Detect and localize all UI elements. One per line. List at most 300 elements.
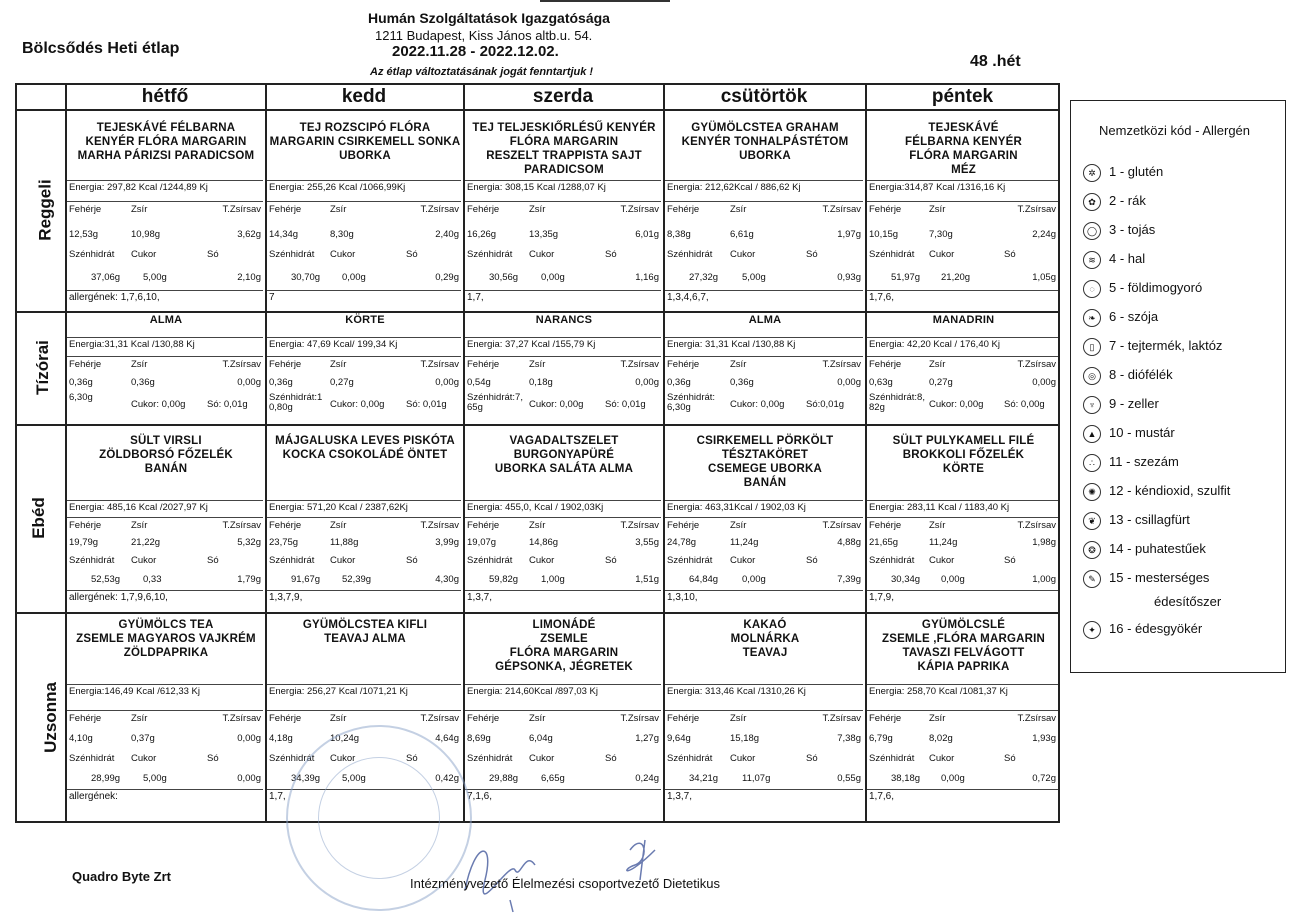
carb-label: Szénhidrát (269, 249, 315, 260)
cell-divider (67, 337, 263, 338)
sugar-value: 52,39g (342, 574, 372, 585)
menu-item: SÜLT PULYKAMELL FILÉ (892, 435, 1035, 447)
saturated-fat-value: 0,00g (1032, 377, 1056, 388)
menu-cell (465, 109, 663, 311)
sugar-label: Cukor (929, 555, 955, 566)
menu-item: PARADICSOM (524, 164, 604, 176)
allergen-codes: allergének: 1,7,9,6,10, (69, 592, 168, 603)
salt-label: Só (605, 555, 617, 566)
cell-divider (465, 684, 661, 685)
saturated-fat-label: T.Zsírsav (620, 204, 659, 215)
salt-label: Só (207, 555, 219, 566)
cell-divider (465, 789, 661, 790)
carb-value: 59,82g (489, 574, 519, 585)
cell-divider (665, 356, 863, 357)
protein-value: 0,54g (467, 377, 491, 388)
carb-value: 30,56g (489, 272, 519, 283)
sugar-value: Cukor: 0,00g (929, 399, 984, 410)
salt-value: Só: 0,00g (1004, 399, 1045, 410)
fat-label: Zsír (929, 359, 946, 370)
carb-value: 51,97g (891, 272, 921, 283)
sugar-value: 21,20g (941, 272, 971, 283)
protein-label: Fehérje (269, 204, 302, 215)
day-header: csütörtök (720, 86, 808, 107)
fat-label: Zsír (131, 520, 148, 531)
legend-item-label: 13 - csillagfürt (1109, 512, 1190, 527)
energy-value: Energia: 571,20 Kcal / 2387,62Kj (269, 502, 408, 513)
energy-value: Energia: 47,69 Kcal/ 199,34 Kj (269, 339, 398, 350)
salt-value: 0,00g (237, 773, 261, 784)
meal-label-text: Ebéd (29, 497, 48, 539)
menu-cell (465, 424, 663, 612)
sugar-value: 5,00g (143, 272, 167, 283)
fat-label: Zsír (929, 713, 946, 724)
cell-divider (267, 201, 461, 202)
energy-value: Energia:314,87 Kcal /1316,16 Kj (869, 182, 1006, 193)
menu-item: FÉLBARNA KENYÉR (905, 136, 1022, 148)
cell-divider (665, 180, 863, 181)
saturated-fat-label: T.Zsírsav (822, 204, 861, 215)
menu-item: NARANCS (535, 314, 593, 326)
menu-item: CSIRKEMELL PÖRKÖLT (696, 435, 834, 447)
sugar-label: Cukor (929, 249, 955, 260)
protein-label: Fehérje (869, 520, 902, 531)
cell-divider (465, 590, 661, 591)
salt-value: 1,00g (1032, 574, 1056, 585)
menu-cell (665, 424, 865, 612)
menu-item: FLÓRA MARGARIN (509, 647, 619, 659)
sugar-label: Cukor (330, 753, 356, 764)
fat-value: 10,24g (330, 733, 360, 744)
cell-divider (67, 517, 263, 518)
protein-label: Fehérje (69, 713, 102, 724)
cell-divider (67, 590, 263, 591)
menu-item: FLÓRA MARGARIN (509, 136, 619, 148)
menu-item: UBORKA SALÁTA ALMA (494, 463, 634, 475)
menu-item: GYÜMÖLCSTEA GRAHAM (691, 122, 839, 134)
fat-value: 0,36g (730, 377, 754, 388)
menu-items (867, 618, 1060, 674)
allergen-codes: 1,3,4,6,7, (667, 292, 709, 303)
cell-divider (867, 201, 1058, 202)
signature-roles: Intézményvezető Élelmezési csoportvezető Dietetikus (410, 876, 720, 891)
legend-item-label: 7 - tejtermék, laktóz (1109, 338, 1223, 353)
legend-item (1083, 161, 1163, 183)
allergen-codes: 1,7, (269, 791, 286, 802)
energy-value: Energia:31,31 Kcal /130,88 Kj (69, 339, 195, 350)
saturated-fat-label: T.Zsírsav (620, 359, 659, 370)
saturated-fat-label: T.Zsírsav (420, 713, 459, 724)
sugar-label: Cukor (131, 555, 157, 566)
menu-cell (67, 311, 265, 424)
cell-divider (867, 290, 1058, 291)
salt-value: 0,55g (837, 773, 861, 784)
meal-label (15, 612, 63, 823)
fat-label: Zsír (131, 204, 148, 215)
carb-value: 29,88g (489, 773, 519, 784)
saturated-fat-label: T.Zsírsav (822, 520, 861, 531)
sugar-label: Cukor (529, 753, 555, 764)
protein-value: 24,78g (667, 537, 697, 548)
saturated-fat-value: 3,99g (435, 537, 459, 548)
sugar-label: Cukor (929, 753, 955, 764)
legend-item (1083, 567, 1209, 589)
day-header: hétfő (141, 86, 189, 107)
sulfite-icon: ✺ (1083, 483, 1101, 501)
energy-value: Energia: 297,82 Kcal /1244,89 Kj (69, 182, 208, 193)
sugar-label: Cukor (730, 249, 756, 260)
menu-item: VAGADALTSZELET (509, 435, 619, 447)
carb-label: Szénhidrát (69, 555, 115, 566)
fat-value: 8,02g (929, 733, 953, 744)
cell-divider (665, 684, 863, 685)
menu-item: SÜLT VIRSLI (130, 435, 202, 447)
saturated-fat-label: T.Zsírsav (1017, 713, 1056, 724)
menu-cell (665, 612, 865, 823)
cell-divider (867, 517, 1058, 518)
saturated-fat-value: 3,62g (237, 229, 261, 240)
energy-value: Energia: 42,20 Kcal / 176,40 Kj (869, 339, 1000, 350)
carb-label: Szénhidrát (869, 555, 915, 566)
protein-value: 14,34g (269, 229, 299, 240)
salt-label: Só (1004, 753, 1016, 764)
menu-items (67, 121, 265, 163)
handwritten-signatures (455, 820, 705, 915)
fat-label: Zsír (529, 713, 546, 724)
weekly-menu-table (15, 83, 1060, 823)
allergen-codes: 7,1,6, (467, 791, 493, 802)
menu-item: TEAVAJ ALMA (324, 633, 406, 645)
saturated-fat-label: T.Zsírsav (620, 713, 659, 724)
energy-value: Energia: 308,15 Kcal /1288,07 Kj (467, 182, 606, 193)
legend-item-label: 14 - puhatestűek (1109, 541, 1206, 556)
salt-label: Só (207, 753, 219, 764)
legend-item-label: 11 - szezám (1109, 454, 1179, 469)
menu-items (465, 618, 663, 674)
menu-item: MÁJGALUSKA LEVES PISKÓTA (275, 435, 455, 447)
menu-items (665, 618, 865, 660)
cell-divider (867, 684, 1058, 685)
fat-value: 0,36g (131, 377, 155, 388)
protein-value: 6,79g (869, 733, 893, 744)
menu-item: KOCKA CSOKOLÁDÉ ÖNTET (282, 449, 448, 461)
menu-items (267, 313, 463, 327)
carb-value: Szénhidrát:1 0,80g (269, 392, 323, 413)
salt-value: Só: 0,01g (605, 399, 646, 410)
cell-divider (665, 500, 863, 501)
saturated-fat-label: T.Zsírsav (420, 520, 459, 531)
allergen-legend (1070, 100, 1286, 673)
sesame-icon: ∴ (1083, 454, 1101, 472)
salt-value: 2,10g (237, 272, 261, 283)
saturated-fat-label: T.Zsírsav (1017, 204, 1056, 215)
legend-title: Nemzetközi kód - Allergén (1099, 123, 1251, 138)
cell-divider (67, 290, 263, 291)
menu-item: UBORKA (739, 150, 791, 162)
menu-cell (867, 311, 1060, 424)
sugar-value: 5,00g (342, 773, 366, 784)
legend-item (1083, 451, 1179, 473)
protein-label: Fehérje (667, 520, 700, 531)
carb-label: Szénhidrát (269, 753, 315, 764)
fat-value: 15,18g (730, 733, 760, 744)
menu-item: BURGONYAPÜRÉ (513, 449, 615, 461)
salt-label: Só (1004, 555, 1016, 566)
legend-item-label: 6 - szója (1109, 309, 1159, 324)
protein-value: 12,53g (69, 229, 99, 240)
menu-items (267, 434, 463, 462)
protein-value: 9,64g (667, 733, 691, 744)
salt-label: Só (406, 249, 418, 260)
salt-label: Só (406, 753, 418, 764)
salt-value: 0,93g (837, 272, 861, 283)
protein-value: 0,36g (667, 377, 691, 388)
salt-value: 1,79g (237, 574, 261, 585)
fat-value: 8,30g (330, 229, 354, 240)
fat-value: 7,30g (929, 229, 953, 240)
header-clipped-line (540, 0, 670, 2)
menu-items (67, 618, 265, 660)
menu-item: MARGARIN CSIRKEMELL SONKA (269, 136, 461, 148)
menu-cell (267, 109, 463, 311)
legend-item (1083, 538, 1206, 560)
saturated-fat-value: 0,00g (635, 377, 659, 388)
menu-item: ALMA (748, 314, 782, 326)
cell-divider (867, 337, 1058, 338)
nut-icon: ◎ (1083, 367, 1101, 385)
sugar-value: 11,07g (742, 773, 771, 784)
carb-value: 28,99g (91, 773, 121, 784)
menu-cell (465, 311, 663, 424)
celery-icon: ♆ (1083, 396, 1101, 414)
fat-value: 11,88g (330, 537, 359, 548)
cell-divider (465, 180, 661, 181)
energy-value: Energia: 256,27 Kcal /1071,21 Kj (269, 686, 408, 697)
cell-divider (465, 337, 661, 338)
allergen-codes: 1,7,6, (869, 292, 895, 303)
cell-divider (665, 337, 863, 338)
legend-item (1083, 393, 1159, 415)
saturated-fat-label: T.Zsírsav (222, 520, 261, 531)
menu-items (665, 434, 865, 490)
salt-value: Só: 0,01g (207, 399, 248, 410)
sugar-label: Cukor (529, 249, 555, 260)
menu-cell (267, 311, 463, 424)
menu-item: ZSEMLE MAGYAROS VAJKRÉM (76, 633, 256, 645)
fat-value: 6,04g (529, 733, 553, 744)
saturated-fat-value: 7,38g (837, 733, 861, 744)
saturated-fat-label: T.Zsírsav (222, 359, 261, 370)
saturated-fat-value: 3,55g (635, 537, 659, 548)
saturated-fat-value: 4,64g (435, 733, 459, 744)
energy-value: Energia: 463,31Kcal / 1902,03 Kj (667, 502, 806, 513)
cell-divider (267, 684, 461, 685)
saturated-fat-label: T.Zsírsav (822, 359, 861, 370)
legend-item-label: 4 - hal (1109, 251, 1146, 266)
sugar-value: 0,00g (941, 574, 965, 585)
fat-value: 10,98g (131, 229, 161, 240)
protein-value: 19,79g (69, 537, 99, 548)
protein-value: 21,65g (869, 537, 899, 548)
sugar-value: Cukor: 0,00g (730, 399, 785, 410)
sugar-value: 0,00g (742, 574, 766, 585)
salt-value: Só:0,01g (806, 399, 845, 410)
menu-items (465, 434, 663, 476)
sugar-label: Cukor (131, 753, 157, 764)
cell-divider (67, 789, 263, 790)
protein-label: Fehérje (869, 713, 902, 724)
saturated-fat-value: 1,97g (837, 229, 861, 240)
mustard-icon: ▲ (1083, 425, 1101, 443)
meal-label (15, 424, 63, 612)
energy-value: Energia: 212,62Kcal / 886,62 Kj (667, 182, 801, 193)
energy-value: Energia: 283,11 Kcal / 1183,40 Kj (869, 502, 1010, 513)
salt-value: Só: 0,01g (406, 399, 447, 410)
sugar-value: 0,33 (143, 574, 162, 585)
menu-item: GYÜMÖLCS TEA (118, 619, 214, 631)
carb-value: 34,21g (689, 773, 719, 784)
carb-label: Szénhidrát (467, 249, 513, 260)
legend-item-label: 12 - kéndioxid, szulfit (1109, 483, 1231, 498)
salt-label: Só (406, 555, 418, 566)
legend-item-label: 15 - mesterséges (1109, 570, 1210, 585)
carb-value: 6,30g (69, 392, 93, 403)
allergen-codes: 1,3,7, (667, 791, 693, 802)
day-header: kedd (341, 86, 387, 107)
sugar-value: Cukor: 0,00g (131, 399, 186, 410)
cell-divider (267, 517, 461, 518)
menu-item: KAKAÓ (743, 619, 787, 631)
salt-label: Só (1004, 249, 1016, 260)
cell-divider (867, 180, 1058, 181)
protein-label: Fehérje (467, 520, 500, 531)
menu-item: RESZELT TRAPPISTA SAJT (486, 150, 642, 162)
legend-item-label: 1 - glutén (1109, 164, 1164, 179)
fat-value: 11,24g (929, 537, 958, 548)
allergen-codes: 1,3,10, (667, 592, 698, 603)
sugar-label: Cukor (330, 249, 356, 260)
cell-divider (665, 789, 863, 790)
legend-item (1083, 277, 1202, 299)
menu-item: TEJ TELJESKIŐRLÉSŰ KENYÉR (472, 122, 656, 134)
energy-value: Energia: 214,60Kcal /897,03 Kj (467, 686, 598, 697)
menu-cell (67, 109, 265, 311)
saturated-fat-value: 0,00g (237, 377, 261, 388)
menu-items (665, 121, 865, 163)
salt-value: 0,29g (435, 272, 459, 283)
protein-label: Fehérje (667, 713, 700, 724)
cell-divider (665, 517, 863, 518)
salt-label: Só (806, 555, 818, 566)
week-number: 48 .hét (970, 53, 1021, 70)
legend-item (1083, 480, 1230, 502)
protein-value: 0,36g (269, 377, 293, 388)
menu-item: MANADRIN (932, 314, 995, 326)
protein-label: Fehérje (269, 520, 302, 531)
legend-item (1083, 335, 1222, 357)
fat-value: 0,37g (131, 733, 155, 744)
menu-items (665, 313, 865, 327)
fat-label: Zsír (529, 359, 546, 370)
menu-item: GÉPSONKA, JÉGRETEK (495, 661, 633, 673)
protein-label: Fehérje (667, 359, 700, 370)
salt-value: 7,39g (837, 574, 861, 585)
legend-item-label: 9 - zeller (1109, 396, 1159, 411)
energy-value: Energia: 255,26 Kcal /1066,99Kj (269, 182, 406, 193)
sugar-value: Cukor: 0,00g (529, 399, 584, 410)
menu-cell (67, 612, 265, 823)
menu-cell (867, 109, 1060, 311)
sugar-value: 5,00g (742, 272, 766, 283)
cell-divider (67, 201, 263, 202)
carb-label: Szénhidrát (869, 249, 915, 260)
protein-label: Fehérje (69, 359, 102, 370)
saturated-fat-value: 5,32g (237, 537, 261, 548)
carb-value: 64,84g (689, 574, 719, 585)
protein-value: 10,15g (869, 229, 899, 240)
menu-item: ZÖLDBORSÓ FŐZELÉK (99, 449, 233, 461)
menu-item: BANÁN (144, 463, 188, 475)
energy-value: Energia:146,49 Kcal /612,33 Kj (69, 686, 200, 697)
fat-value: 0,18g (529, 377, 553, 388)
protein-label: Fehérje (467, 204, 500, 215)
day-header: péntek (931, 86, 994, 107)
carb-value: 34,39g (291, 773, 321, 784)
fat-label: Zsír (730, 520, 747, 531)
allergen-codes: allergének: (69, 791, 118, 802)
salt-value: 1,05g (1032, 272, 1056, 283)
sugar-value: Cukor: 0,00g (330, 399, 385, 410)
carb-value: 52,53g (91, 574, 121, 585)
menu-item: ZÖLDPAPRIKA (123, 647, 209, 659)
saturated-fat-value: 1,93g (1032, 733, 1056, 744)
salt-value: 1,16g (635, 272, 659, 283)
fat-value: 0,27g (929, 377, 953, 388)
legend-item (1083, 306, 1158, 328)
fat-value: 13,35g (529, 229, 559, 240)
menu-item: BROKKOLI FŐZELÉK (902, 449, 1025, 461)
energy-value: Energia: 313,46 Kcal /1310,26 Kj (667, 686, 806, 697)
protein-label: Fehérje (869, 204, 902, 215)
saturated-fat-label: T.Zsírsav (222, 713, 261, 724)
menu-items (267, 618, 463, 646)
cell-divider (867, 789, 1058, 790)
meal-label-text: Uzsonna (40, 682, 60, 753)
menu-item: GYÜMÖLCSTEA KIFLI (302, 619, 428, 631)
fat-value: 21,22g (131, 537, 161, 548)
salt-value: 0,24g (635, 773, 659, 784)
fat-value: 11,24g (730, 537, 759, 548)
cell-divider (67, 684, 263, 685)
cell-divider (465, 710, 661, 711)
sugar-label: Cukor (730, 753, 756, 764)
cell-divider (465, 290, 661, 291)
salt-value: 1,51g (635, 574, 659, 585)
legend-item (1083, 618, 1202, 640)
menu-item: UBORKA (339, 150, 391, 162)
menu-item: KÖRTE (942, 463, 985, 475)
salt-value: 4,30g (435, 574, 459, 585)
legend-item-label: 3 - tojás (1109, 222, 1156, 237)
institution-name: Humán Szolgáltatások Igazgatósága (368, 10, 610, 26)
cell-divider (267, 710, 461, 711)
salt-value: 0,42g (435, 773, 459, 784)
cell-divider (67, 500, 263, 501)
sugar-value: 5,00g (143, 773, 167, 784)
menu-items (67, 434, 265, 476)
saturated-fat-value: 6,01g (635, 229, 659, 240)
menu-cell (67, 424, 265, 612)
